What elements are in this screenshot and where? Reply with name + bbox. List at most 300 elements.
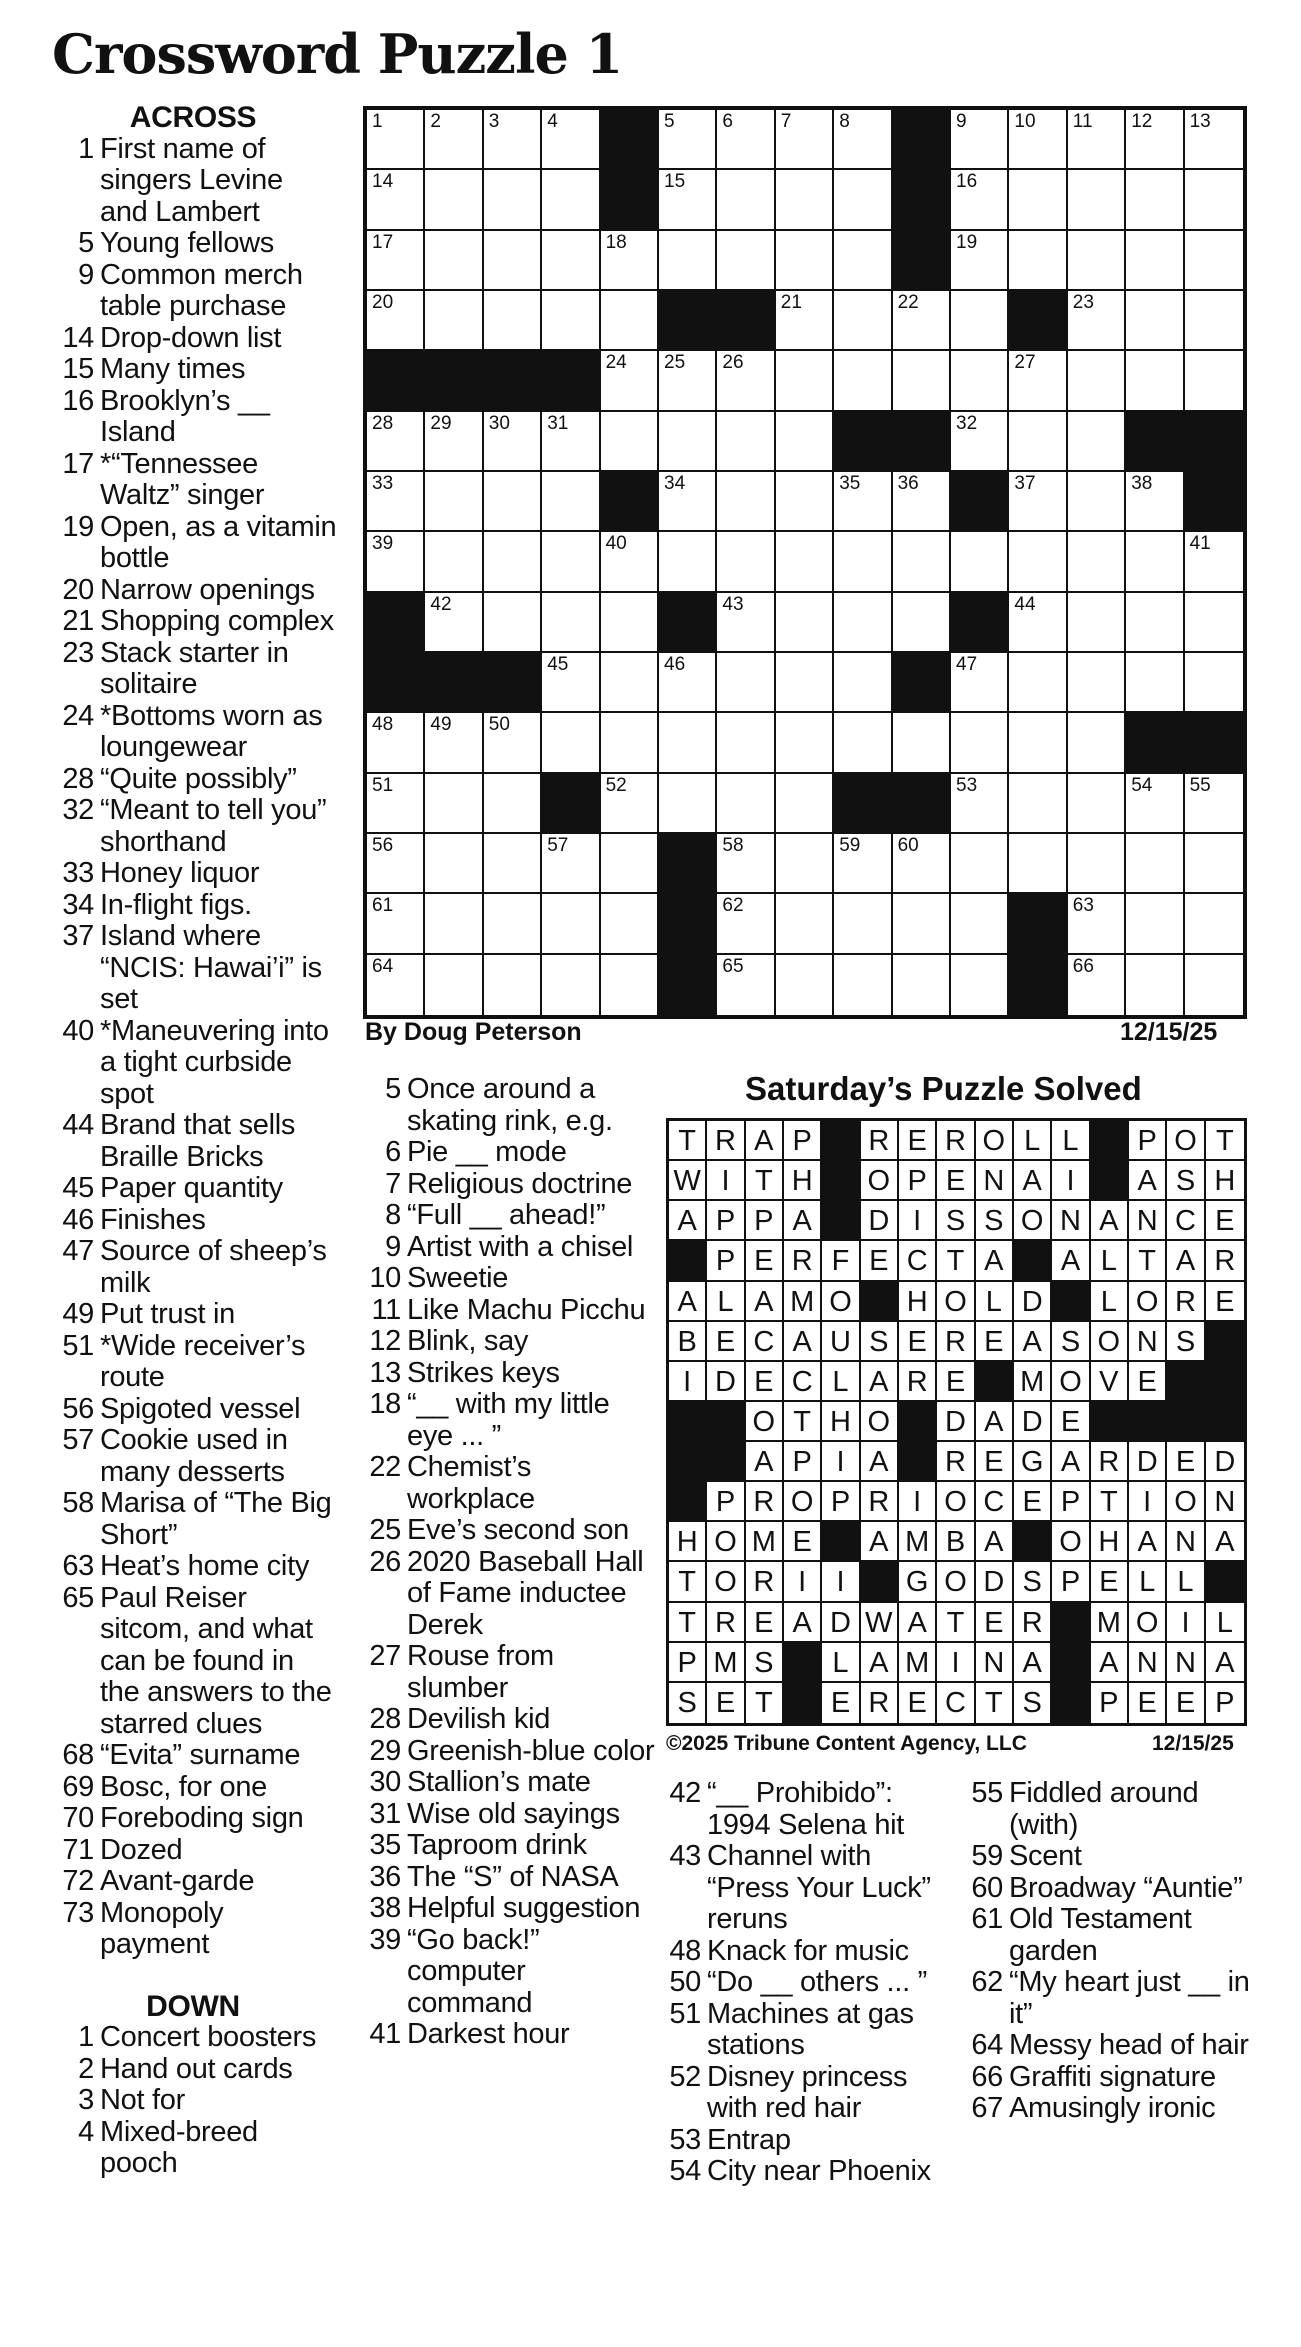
solution-cell	[1091, 1603, 1129, 1643]
grid-cell[interactable]	[367, 231, 425, 291]
grid-cell[interactable]	[1185, 653, 1243, 713]
solution-cell	[669, 1562, 707, 1602]
solution-cell	[1091, 1282, 1129, 1322]
solution-letter: E	[1060, 1405, 1081, 1438]
grid-cell[interactable]	[659, 231, 717, 291]
grid-cell[interactable]	[776, 170, 834, 230]
grid-cell[interactable]	[601, 532, 659, 592]
grid-cell[interactable]	[951, 955, 1009, 1015]
grid-cell[interactable]	[893, 834, 951, 894]
grid-cell[interactable]	[542, 291, 600, 351]
grid-cell[interactable]	[425, 110, 483, 170]
grid-cell[interactable]	[951, 532, 1009, 592]
grid-cell[interactable]	[542, 170, 600, 230]
grid-cell[interactable]	[834, 894, 892, 954]
solution-letter: D	[830, 1606, 851, 1639]
grid-cell[interactable]	[1126, 351, 1184, 411]
solution-black-square	[822, 1121, 860, 1161]
grid-cell[interactable]	[717, 955, 775, 1015]
solution-cell	[1052, 1161, 1090, 1201]
clue-number: 4	[78, 2115, 94, 2148]
grid-cell[interactable]	[542, 593, 600, 653]
clue-text: Eve’s second son	[407, 1514, 629, 1546]
grid-cell[interactable]	[893, 291, 951, 351]
black-square	[1185, 713, 1243, 773]
grid-cell[interactable]	[717, 231, 775, 291]
grid-cell[interactable]	[1068, 412, 1126, 472]
grid-cell[interactable]	[1185, 231, 1243, 291]
grid-cell[interactable]	[1009, 170, 1067, 230]
grid-cell[interactable]	[834, 713, 892, 773]
grid-cell[interactable]	[601, 291, 659, 351]
grid-cell[interactable]	[717, 472, 775, 532]
clue-text: Amusingly ironic	[1009, 2092, 1216, 2124]
grid-cell[interactable]	[1185, 170, 1243, 230]
grid-cell[interactable]	[1068, 170, 1126, 230]
grid-cell[interactable]	[425, 834, 483, 894]
solution-black-square	[976, 1362, 1014, 1402]
grid-cell[interactable]	[367, 291, 425, 351]
solution-letter: R	[868, 1686, 890, 1719]
grid-cell[interactable]	[1009, 774, 1067, 834]
solution-letter: E	[830, 1686, 851, 1719]
grid-cell[interactable]	[834, 834, 892, 894]
grid-cell[interactable]	[951, 412, 1009, 472]
solution-cell	[976, 1201, 1014, 1241]
grid-cell[interactable]	[717, 834, 775, 894]
grid-cell[interactable]	[601, 593, 659, 653]
grid-cell[interactable]	[659, 713, 717, 773]
grid-cell[interactable]	[1068, 774, 1126, 834]
grid-cell[interactable]	[484, 170, 542, 230]
grid-cell[interactable]	[484, 713, 542, 773]
clue-item	[355, 1830, 655, 1862]
grid-cell[interactable]	[601, 412, 659, 472]
grid-cell[interactable]	[776, 110, 834, 170]
cell-number: 42	[430, 593, 452, 615]
grid-cell[interactable]	[601, 774, 659, 834]
grid-cell[interactable]	[776, 412, 834, 472]
cell-number: 9	[956, 111, 967, 132]
grid-cell[interactable]	[776, 653, 834, 713]
grid-cell[interactable]	[425, 713, 483, 773]
grid-cell[interactable]	[776, 774, 834, 834]
grid-cell[interactable]	[893, 351, 951, 411]
grid-cell[interactable]	[893, 713, 951, 773]
grid-cell[interactable]	[484, 774, 542, 834]
solution-letter: E	[1137, 1365, 1157, 1398]
grid-cell[interactable]	[542, 955, 600, 1015]
grid-cell[interactable]	[1126, 231, 1184, 291]
solution-cell	[1129, 1562, 1167, 1602]
grid-cell[interactable]	[893, 955, 951, 1015]
grid-cell[interactable]	[717, 713, 775, 773]
clue-text: *Bottoms worn as loungewear	[100, 699, 323, 763]
solution-cell	[937, 1603, 975, 1643]
clue-text: Bosc, for one	[100, 1770, 267, 1803]
clue-number: 13	[369, 1356, 401, 1389]
clue-item	[48, 1740, 338, 1772]
grid-cell[interactable]	[484, 894, 542, 954]
cell-number: 19	[956, 231, 978, 253]
solution-letter: M	[713, 1646, 738, 1679]
grid-cell[interactable]	[776, 472, 834, 532]
grid-cell[interactable]	[776, 713, 834, 773]
solution-cell	[822, 1643, 860, 1683]
grid-cell[interactable]	[367, 412, 425, 472]
clue-text: Like Machu Picchu	[407, 1293, 646, 1326]
grid-cell[interactable]	[1126, 291, 1184, 351]
grid-cell[interactable]	[717, 593, 775, 653]
grid-cell[interactable]	[542, 894, 600, 954]
grid-cell[interactable]	[1009, 713, 1067, 773]
clue-text: Fiddled around (with)	[1009, 1777, 1199, 1841]
grid-cell[interactable]	[951, 351, 1009, 411]
solution-black-square	[1052, 1643, 1090, 1683]
solution-black-square	[861, 1282, 899, 1322]
grid-cell[interactable]	[1068, 472, 1126, 532]
grid-cell[interactable]	[1185, 593, 1243, 653]
grid-cell[interactable]	[834, 351, 892, 411]
grid-cell[interactable]	[425, 593, 483, 653]
grid-cell[interactable]	[367, 472, 425, 532]
grid-cell[interactable]	[484, 291, 542, 351]
clue-number: 41	[369, 2018, 401, 2050]
grid-cell[interactable]	[951, 170, 1009, 230]
grid-cell[interactable]	[1185, 774, 1243, 834]
grid-cell[interactable]	[893, 472, 951, 532]
grid-cell[interactable]	[1185, 955, 1243, 1015]
grid-cell[interactable]	[1185, 834, 1243, 894]
grid-cell[interactable]	[367, 894, 425, 954]
grid-cell[interactable]	[1068, 955, 1126, 1015]
grid-cell[interactable]	[951, 834, 1009, 894]
grid-cell[interactable]	[1126, 532, 1184, 592]
solution-letter: A	[1137, 1165, 1157, 1198]
clue-number: 53	[669, 2123, 701, 2156]
grid-cell[interactable]	[601, 894, 659, 954]
solution-cell	[822, 1362, 860, 1402]
grid-cell[interactable]	[1009, 472, 1067, 532]
grid-cell[interactable]	[776, 351, 834, 411]
solution-letter: R	[945, 1125, 966, 1157]
grid-cell[interactable]	[1185, 351, 1243, 411]
clue-text: Foreboding sign	[100, 1802, 304, 1834]
grid-cell[interactable]	[776, 593, 834, 653]
grid-cell[interactable]	[425, 774, 483, 834]
grid-cell[interactable]	[776, 894, 834, 954]
solution-black-square	[784, 1643, 822, 1683]
solution-letter: N	[1136, 1205, 1158, 1238]
clue-text: “__ with my little eye ... ”	[407, 1388, 610, 1452]
grid-cell[interactable]	[425, 170, 483, 230]
clue-number: 11	[371, 1293, 401, 1326]
grid-cell[interactable]	[367, 774, 425, 834]
grid-cell[interactable]	[951, 653, 1009, 713]
grid-cell[interactable]	[1185, 532, 1243, 592]
grid-cell[interactable]	[1009, 834, 1067, 894]
grid-cell[interactable]	[893, 894, 951, 954]
clue-item	[48, 1772, 338, 1804]
grid-cell[interactable]	[951, 774, 1009, 834]
grid-cell[interactable]	[1126, 834, 1184, 894]
grid-cell[interactable]	[776, 834, 834, 894]
grid-cell[interactable]	[542, 110, 600, 170]
grid-cell[interactable]	[542, 834, 600, 894]
grid-cell[interactable]	[367, 955, 425, 1015]
grid-cell[interactable]	[425, 231, 483, 291]
grid-cell[interactable]	[425, 955, 483, 1015]
grid-cell[interactable]	[1126, 110, 1184, 170]
grid-cell[interactable]	[1009, 593, 1067, 653]
clue-text: Artist with a chisel	[407, 1230, 634, 1263]
solution-cell	[1091, 1201, 1129, 1241]
solution-cell	[1167, 1442, 1205, 1482]
solution-cell	[1052, 1562, 1090, 1602]
clue-number: 62	[971, 1966, 1003, 1998]
grid-cell[interactable]	[1068, 834, 1126, 894]
solution-cell	[899, 1562, 937, 1602]
grid-cell[interactable]	[1185, 291, 1243, 351]
grid-cell[interactable]	[776, 291, 834, 351]
grid-cell[interactable]	[484, 472, 542, 532]
grid-cell[interactable]	[951, 894, 1009, 954]
grid-cell[interactable]	[484, 834, 542, 894]
grid-cell[interactable]	[1009, 532, 1067, 592]
black-square	[1185, 472, 1243, 532]
grid-cell[interactable]	[1185, 894, 1243, 954]
solution-cell	[784, 1322, 822, 1362]
solution-cell	[1129, 1322, 1167, 1362]
grid-cell[interactable]	[659, 653, 717, 713]
clue-number: 14	[62, 321, 94, 354]
grid-cell[interactable]	[1185, 110, 1243, 170]
clue-text: Drop-down list	[100, 321, 282, 354]
grid-cell[interactable]	[1068, 713, 1126, 773]
grid-cell[interactable]	[659, 532, 717, 592]
grid-cell[interactable]	[717, 653, 775, 713]
grid-cell[interactable]	[834, 653, 892, 713]
grid-cell[interactable]	[659, 472, 717, 532]
grid-cell[interactable]	[717, 170, 775, 230]
grid-cell[interactable]	[542, 653, 600, 713]
grid-cell[interactable]	[1068, 351, 1126, 411]
grid-cell[interactable]	[951, 291, 1009, 351]
grid-cell[interactable]	[367, 834, 425, 894]
clue-text: Machines at gas stations	[707, 1997, 914, 2061]
clue-number: 22	[369, 1451, 401, 1483]
solution-letter: C	[1175, 1205, 1196, 1238]
grid-cell[interactable]	[425, 894, 483, 954]
grid-cell[interactable]	[659, 170, 717, 230]
grid-cell[interactable]	[484, 412, 542, 472]
clue-text: Avant-garde	[100, 1865, 255, 1897]
grid-cell[interactable]	[601, 653, 659, 713]
solution-black-square	[1052, 1282, 1090, 1322]
solution-letter: O	[982, 1125, 1006, 1157]
clue-item	[48, 764, 338, 796]
grid-cell[interactable]	[484, 955, 542, 1015]
solution-letter: R	[945, 1325, 966, 1358]
grid-cell[interactable]	[1126, 955, 1184, 1015]
clue-number: 27	[369, 1640, 401, 1672]
grid-cell[interactable]	[834, 170, 892, 230]
grid-cell[interactable]	[484, 593, 542, 653]
grid-cell[interactable]	[1009, 110, 1067, 170]
grid-cell[interactable]	[893, 532, 951, 592]
clue-text: Not for	[100, 2084, 185, 2116]
solution-letter: E	[1022, 1486, 1042, 1519]
grid-cell[interactable]	[1009, 653, 1067, 713]
grid-cell[interactable]	[1068, 593, 1126, 653]
grid-cell[interactable]	[1009, 231, 1067, 291]
grid-cell[interactable]	[834, 955, 892, 1015]
grid-cell[interactable]	[601, 231, 659, 291]
solution-cell	[746, 1282, 784, 1322]
solution-cell	[1129, 1683, 1167, 1723]
grid-cell[interactable]	[1126, 472, 1184, 532]
grid-cell[interactable]	[659, 351, 717, 411]
grid-cell[interactable]	[484, 532, 542, 592]
grid-cell[interactable]	[1068, 894, 1126, 954]
solution-cell	[861, 1161, 899, 1201]
clue-number: 2	[78, 2052, 94, 2085]
black-square	[1009, 955, 1067, 1015]
grid-cell[interactable]	[542, 532, 600, 592]
solution-cell	[707, 1161, 745, 1201]
grid-cell[interactable]	[717, 110, 775, 170]
solution-letter: O	[714, 1526, 737, 1559]
grid-cell[interactable]	[717, 894, 775, 954]
grid-cell[interactable]	[367, 170, 425, 230]
solution-letter: A	[754, 1446, 774, 1479]
grid-cell[interactable]	[367, 532, 425, 592]
solution-cell	[1052, 1402, 1090, 1442]
grid-cell[interactable]	[951, 110, 1009, 170]
solution-cell	[976, 1603, 1014, 1643]
grid-cell[interactable]	[951, 713, 1009, 773]
grid-cell[interactable]	[717, 351, 775, 411]
grid-cell[interactable]	[659, 774, 717, 834]
grid-cell[interactable]	[951, 231, 1009, 291]
grid-cell[interactable]	[834, 231, 892, 291]
grid-cell[interactable]	[834, 291, 892, 351]
solution-cell	[707, 1282, 745, 1322]
clue-number: 40	[62, 1014, 94, 1047]
grid-cell[interactable]	[834, 593, 892, 653]
grid-cell[interactable]	[601, 955, 659, 1015]
grid-cell[interactable]	[1068, 110, 1126, 170]
grid-cell[interactable]	[776, 955, 834, 1015]
grid-cell[interactable]	[717, 532, 775, 592]
solution-letter: O	[867, 1405, 891, 1438]
grid-cell[interactable]	[893, 593, 951, 653]
clue-text: “Full __ ahead!”	[407, 1199, 606, 1231]
solution-letter: A	[1022, 1646, 1042, 1679]
grid-cell[interactable]	[1068, 291, 1126, 351]
grid-cell[interactable]	[659, 412, 717, 472]
clue-number: 9	[78, 258, 94, 291]
grid-cell[interactable]	[834, 532, 892, 592]
solution-cell	[746, 1683, 784, 1723]
black-square	[601, 110, 659, 170]
clue-number: 54	[669, 2155, 701, 2187]
clue-item	[355, 1137, 655, 1169]
solution-cell	[822, 1282, 860, 1322]
grid-cell[interactable]	[776, 231, 834, 291]
cell-number: 53	[956, 774, 978, 796]
solution-cell	[899, 1482, 937, 1522]
grid-cell[interactable]	[1009, 412, 1067, 472]
solution-letter: P	[715, 1245, 736, 1278]
grid-cell[interactable]	[1126, 653, 1184, 713]
grid-cell[interactable]	[425, 412, 483, 472]
clue-text: Young fellows	[100, 227, 274, 259]
black-square	[893, 110, 951, 170]
solution-cell	[669, 1522, 707, 1562]
grid-cell[interactable]	[484, 110, 542, 170]
solution-letter: E	[907, 1125, 927, 1157]
clue-item	[48, 1425, 338, 1488]
grid-cell[interactable]	[717, 774, 775, 834]
grid-cell[interactable]	[1068, 231, 1126, 291]
clue-number: 3	[78, 2084, 94, 2116]
grid-cell[interactable]	[659, 110, 717, 170]
grid-cell[interactable]	[1126, 774, 1184, 834]
grid-cell[interactable]	[717, 412, 775, 472]
grid-cell[interactable]	[1126, 170, 1184, 230]
grid-cell[interactable]	[601, 713, 659, 773]
grid-cell[interactable]	[425, 472, 483, 532]
clue-number: 29	[369, 1734, 401, 1767]
grid-cell[interactable]	[425, 532, 483, 592]
solution-letter: B	[945, 1526, 966, 1559]
grid-cell[interactable]	[834, 110, 892, 170]
grid-cell[interactable]	[834, 472, 892, 532]
grid-cell[interactable]	[367, 110, 425, 170]
clue-item	[355, 1263, 655, 1295]
grid-cell[interactable]	[1009, 351, 1067, 411]
down-clue-list-3	[655, 1778, 951, 2188]
clue-number: 67	[971, 2092, 1003, 2124]
grid-cell[interactable]	[1068, 532, 1126, 592]
grid-cell[interactable]	[1126, 593, 1184, 653]
grid-cell[interactable]	[601, 834, 659, 894]
grid-cell[interactable]	[601, 351, 659, 411]
grid-cell[interactable]	[542, 472, 600, 532]
cell-number: 23	[1072, 292, 1094, 313]
grid-cell[interactable]	[542, 412, 600, 472]
solution-cell	[899, 1282, 937, 1322]
grid-cell[interactable]	[425, 291, 483, 351]
grid-cell[interactable]	[542, 713, 600, 773]
solution-cell	[669, 1643, 707, 1683]
grid-cell[interactable]	[484, 231, 542, 291]
solution-cell	[1129, 1643, 1167, 1683]
clue-number: 15	[62, 353, 94, 385]
black-square	[1185, 412, 1243, 472]
solution-letter: T	[678, 1125, 697, 1157]
grid-cell[interactable]	[1068, 653, 1126, 713]
grid-cell[interactable]	[542, 231, 600, 291]
solution-cell	[746, 1482, 784, 1522]
grid-cell[interactable]	[776, 532, 834, 592]
cell-number: 35	[839, 473, 861, 494]
grid-cell[interactable]	[367, 713, 425, 773]
solution-cell	[669, 1603, 707, 1643]
grid-cell[interactable]	[1126, 894, 1184, 954]
clue-number: 10	[369, 1262, 401, 1294]
